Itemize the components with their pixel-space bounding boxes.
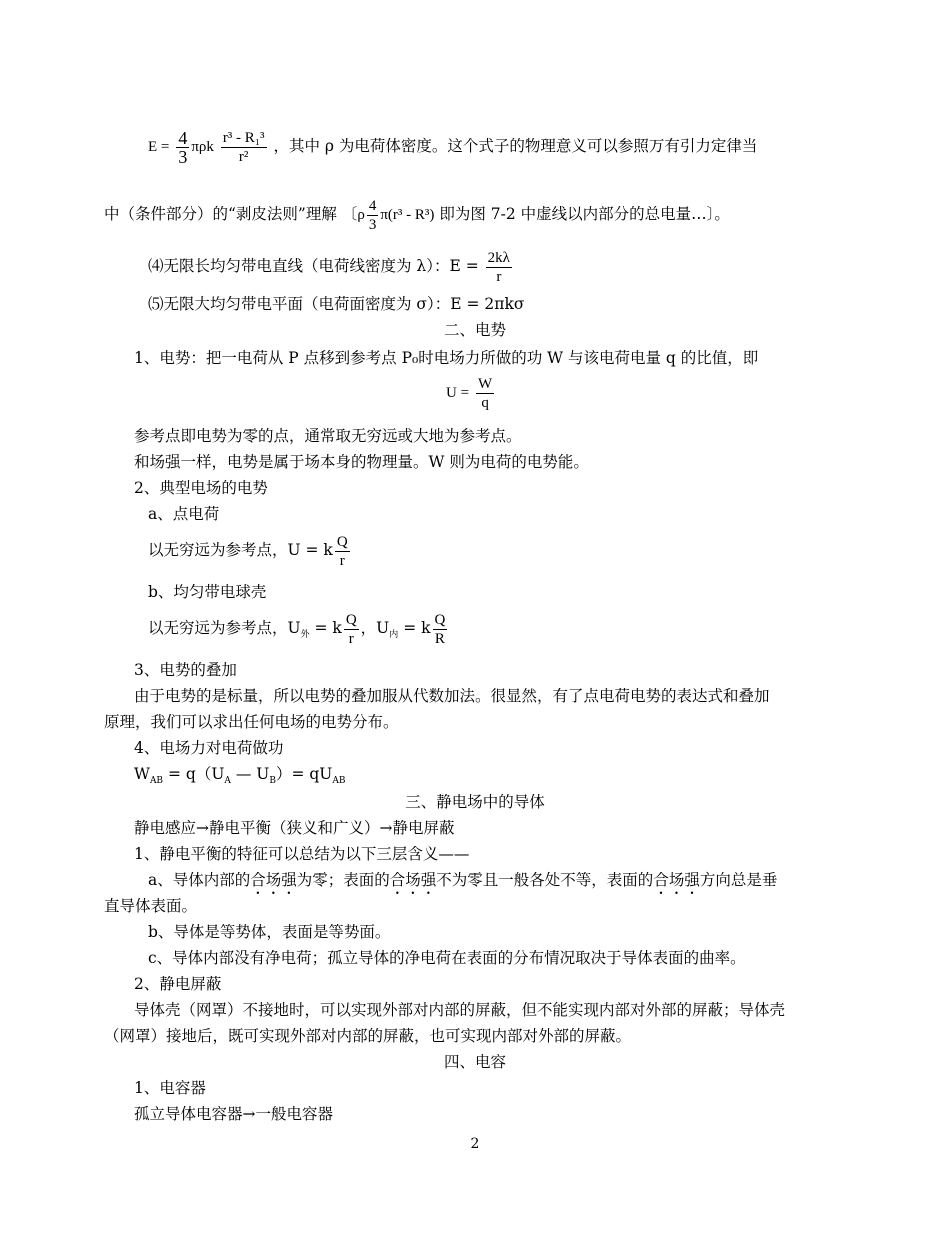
s2-paragraph-2: 参考点即电势为零的点，通常取无穷远或大地为参考点。 <box>134 427 522 445</box>
s2-heading-2: 2、典型电场的电势 <box>134 479 268 497</box>
section-2-title: 二、电势 <box>443 321 506 339</box>
fraction-w-over-q: $\frac{W}{q}$ <box>477 375 493 411</box>
s3-item-c: c、导体内部没有净电荷；孤立导体的净电荷在表面的分布情况取决于导体表面的曲率。 <box>148 949 746 967</box>
work-formula: $W_{AB} = q(U_A$ — $U_B)= qU_{AB}$ <box>134 765 346 787</box>
s3-item-a: a、导体内部的合场强为零；表面的合场强不为零且一般各处不等，表面的合场强方向总是垂 <box>148 871 778 889</box>
formula-lhs: E = <box>148 139 170 155</box>
potential-definition-formula: U = $\frac{W}{q}$ <box>446 375 493 411</box>
s4-paragraph-1: 孤立导体电容器→一般电容器 <box>134 1105 333 1123</box>
fraction-2k-lambda: $\frac{2k\lambda}{r}$ <box>487 249 510 285</box>
s2-heading-4: 4、电场力对电荷做功 <box>134 739 284 757</box>
s3-item-a-cont: 直导体表面。 <box>104 897 198 915</box>
peeling-rule-line: 中（条件部分）的“剥皮法则”理解 〔ρ $\frac{4}{3}$ π(r³ - R³) 即为图 7-2 中虚线以内部分的总电量…〕。 <box>104 197 730 233</box>
s3-heading-1: 1、静电平衡的特征可以总结为以下三层含义—— <box>134 845 470 863</box>
sphere-explanation: ，其中 ρ 为电荷体密度。这个式子的物理意义可以参照万有引力定律当 <box>273 137 758 155</box>
s2-paragraph-4b: 原理，我们可以求出任何电场的电势分布。 <box>104 713 399 731</box>
section-4-title: 四、电容 <box>443 1053 506 1071</box>
fraction-four-thirds: $\frac{4}{3}$ <box>178 127 188 167</box>
s2-paragraph-1: 1、电势：把一电荷从 P 点移到参考点 P₀时电场力所做的功 W 与该电荷电量 q 的比值，即 <box>134 349 759 367</box>
point-charge-potential: 以无穷远为参考点，U = k $\frac{Q}{r}$ <box>148 533 348 569</box>
fraction-four-thirds-2: $\frac{4}{3}$ <box>368 197 377 233</box>
bracket-open: 〔 <box>341 205 358 223</box>
s3-item-b: b、导体是等势体，表面是等势面。 <box>148 923 391 941</box>
page-number: 2 <box>470 1136 480 1152</box>
fraction-q-over-r: $\frac{Q}{r}$ <box>336 533 348 569</box>
fraction-r-terms: $\frac{\text{r³ - R₁³}}{\text{r²}}$ <box>222 129 265 165</box>
s3-paragraph-2b: （网罩）接地后，既可实现外部对内部的屏蔽，也可实现内部对外部的屏蔽。 <box>104 1027 632 1045</box>
s3-heading-2: 2、静电屏蔽 <box>134 975 222 993</box>
fraction-q-over-R-inner: $\frac{Q}{R}$ <box>434 611 446 647</box>
s2-heading-3: 3、电势的叠加 <box>134 661 237 679</box>
s3-paragraph-1: 静电感应→静电平衡（狭义和广义）→静电屏蔽 <box>134 819 455 837</box>
s2-paragraph-3: 和场强一样，电势是属于场本身的物理量。W 则为电荷的电势能。 <box>134 453 589 471</box>
formula-mid: πρk <box>191 139 214 155</box>
s4-heading-1: 1、电容器 <box>134 1079 206 1097</box>
section-3-title: 三、静电场中的导体 <box>405 793 545 811</box>
s3-paragraph-2a: 导体壳（网罩）不接地时，可以实现外部对内部的屏蔽，但不能实现内部对外部的屏蔽；导体壳 <box>134 1001 786 1019</box>
shell-potential: 以无穷远为参考点，$U_外 = k$ $\frac{Q}{r}$ ，$U_内 = k$ $\frac{Q}{R}$ <box>148 611 446 647</box>
fraction-q-over-r-outer: $\frac{Q}{r}$ <box>345 611 357 647</box>
s2-item-b: b、均匀带电球壳 <box>148 583 267 601</box>
plane-charge-formula: ⑸无限大均匀带电平面（电荷面密度为 σ）：E = 2πkσ <box>148 295 525 313</box>
s2-paragraph-4a: 由于电势的是标量，所以电势的叠加服从代数加法。很显然，有了点电荷电势的表达式和叠加 <box>134 687 770 705</box>
line-charge-formula: ⑷无限长均匀带电直线（电荷线密度为 λ）：E = $\frac{2k\lambda}{r}$ <box>148 249 510 285</box>
sphere-formula-line <box>148 124 757 169</box>
s2-item-a: a、点电荷 <box>148 505 220 523</box>
